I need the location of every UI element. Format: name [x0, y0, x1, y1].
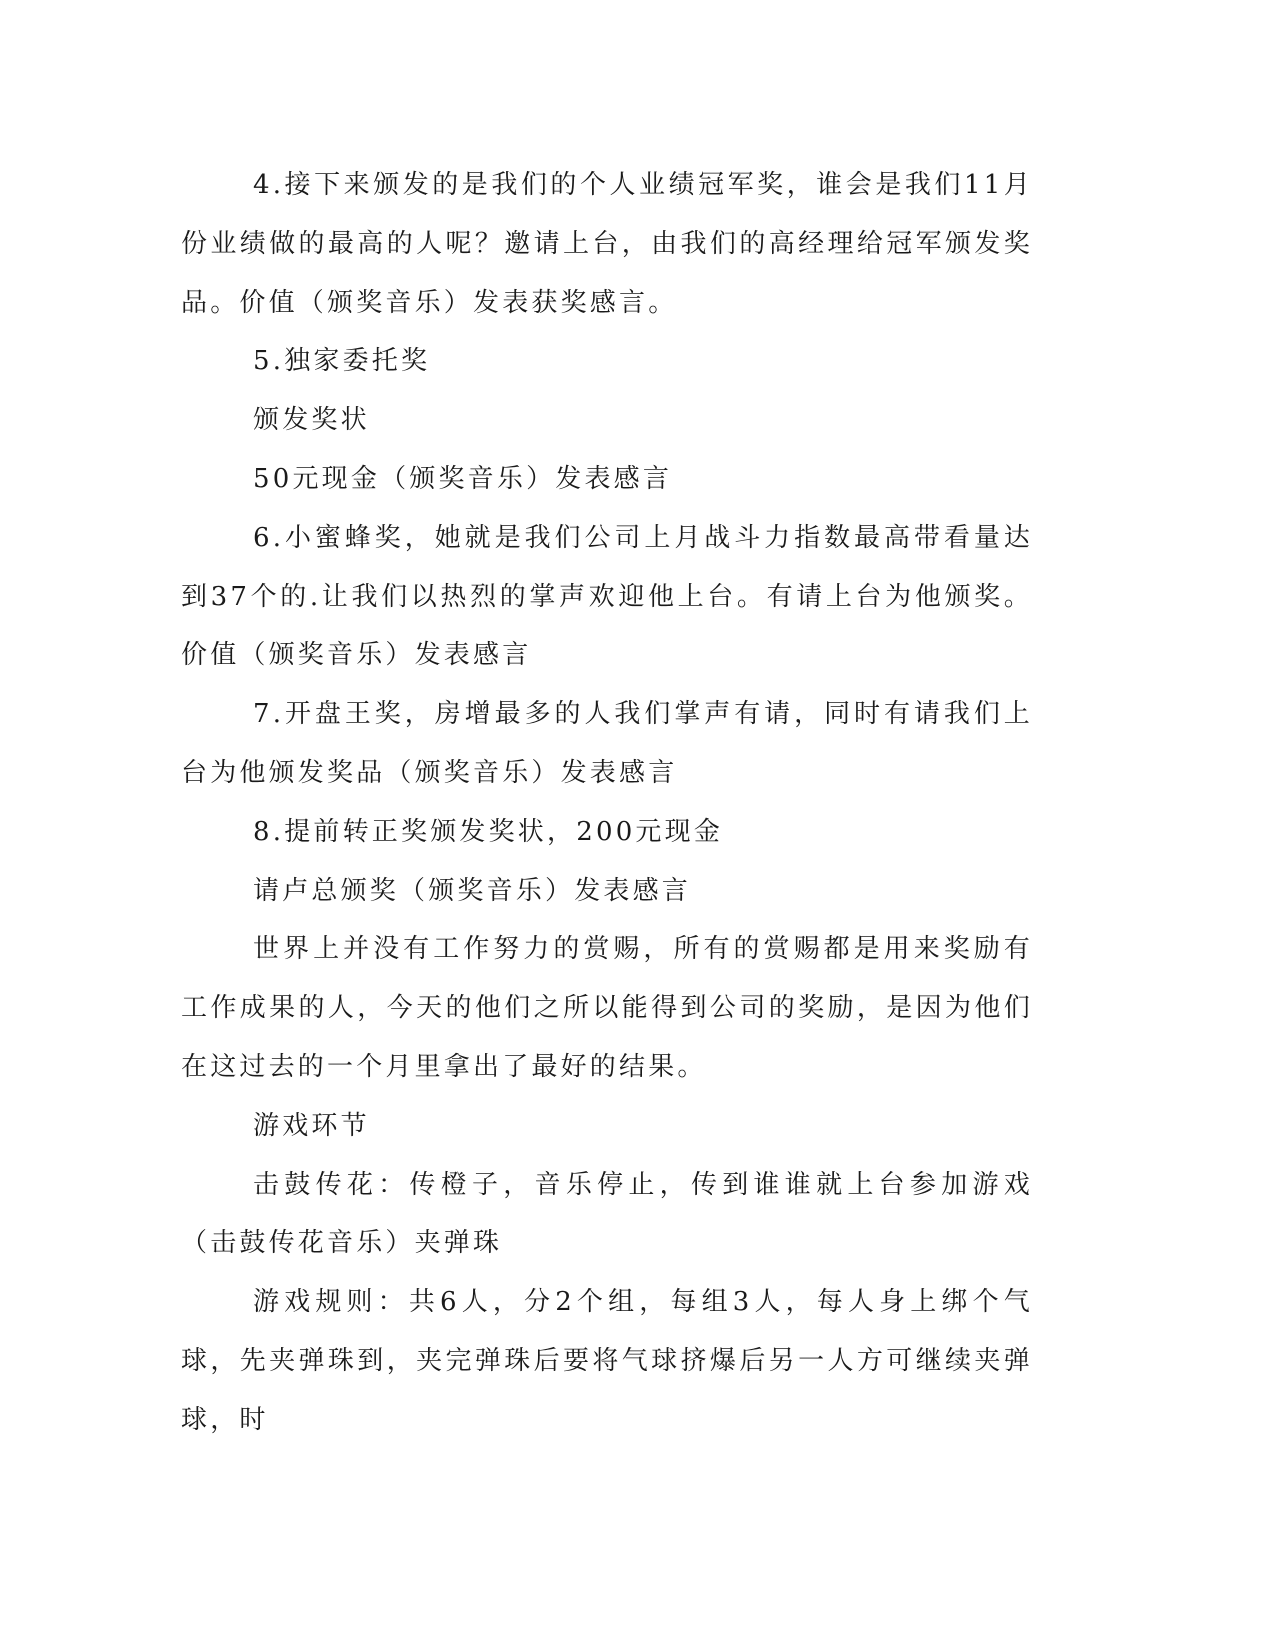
paragraph-award-little-bee: 6.小蜜蜂奖，她就是我们公司上月战斗力指数最高带看量达到37个的.让我们以热烈的掌声欢迎他上台。有请上台为他颁奖。价值（颁奖音乐）发表感言	[181, 522, 1033, 671]
paragraph-game-section-title: 游戏环节	[253, 1110, 370, 1141]
paragraph-game-rules: 游戏规则：共6人，分2个组，每组3人，每人身上绑个气球，先夹弹珠到，夹完弹珠后要将气球挤爆后另一人方可继续夹弹球，时	[181, 1287, 1033, 1435]
paragraph-closing-remarks: 世界上并没有工作努力的赏赐，所有的赏赐都是用来奖励有工作成果的人，今天的他们之所以能得到公司的奖励，是因为他们在这过去的一个月里拿出了最好的结果。	[181, 934, 1033, 1082]
paragraph-cash-prize: 50元现金（颁奖音乐）发表感言	[253, 463, 673, 494]
document-body	[181, 156, 1033, 1450]
paragraph-award-individual-champion: 4.接下来颁发的是我们的个人业绩冠军奖，谁会是我们11月份业绩做的最高的人呢？邀请上台，由我们的高经理给冠军颁发奖品。价值（颁奖音乐）发表获奖感言。	[181, 170, 1033, 318]
paragraph-award-opening-king: 7.开盘王奖，房增最多的人我们掌声有请，同时有请我们上台为他颁发奖品（颁奖音乐）发表感言	[181, 699, 1033, 788]
paragraph-presenter: 请卢总颁奖（颁奖音乐）发表感言	[253, 875, 692, 906]
paragraph-award-exclusive-commission: 5.独家委托奖	[253, 346, 431, 377]
paragraph-game-pass-flower: 击鼓传花：传橙子，音乐停止，传到谁谁就上台参加游戏（击鼓传花音乐）夹弹珠	[181, 1169, 1033, 1259]
paragraph-certificate: 颁发奖状	[253, 405, 370, 436]
paragraph-award-early-promotion: 8.提前转正奖颁发奖状，200元现金	[253, 816, 724, 847]
